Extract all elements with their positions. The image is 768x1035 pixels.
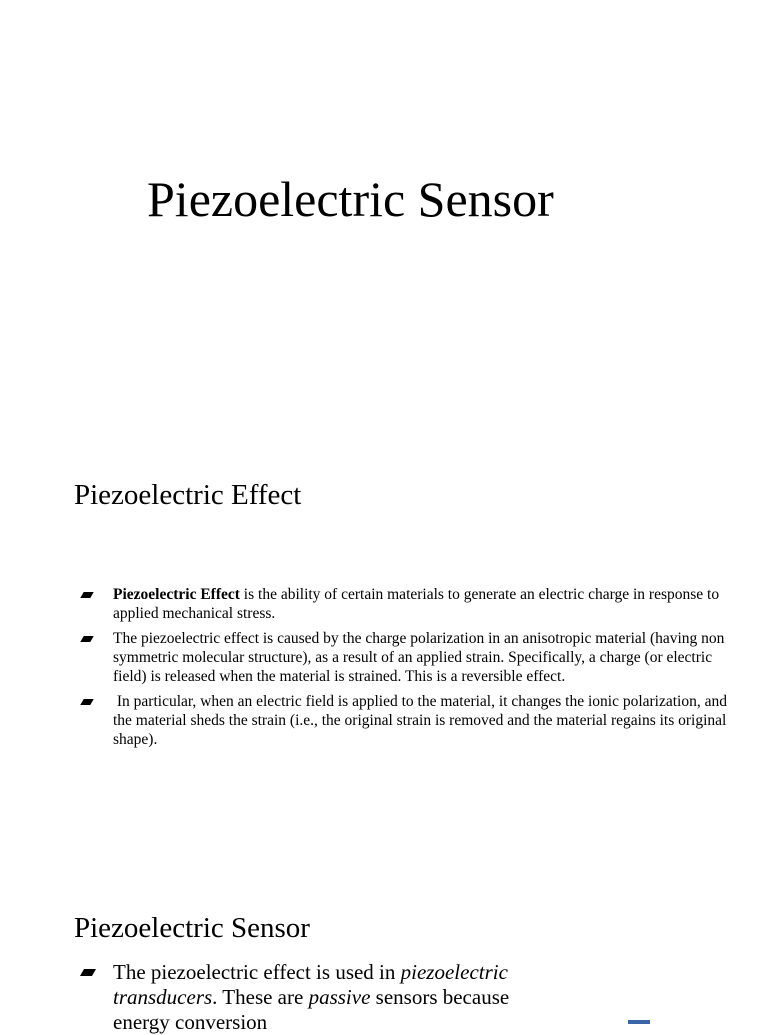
section-heading-effect: Piezoelectric Effect bbox=[74, 479, 302, 511]
bullet-text: . These are bbox=[212, 985, 309, 1009]
list-item bbox=[80, 629, 740, 686]
list-item bbox=[80, 692, 740, 749]
bullet-icon bbox=[80, 636, 93, 642]
bullet-icon bbox=[80, 969, 96, 976]
bullet-text: is the ability of certain materials to generate an electric charge in response to applied mechanical stress. bbox=[113, 586, 720, 622]
bullet-icon bbox=[80, 592, 93, 598]
list-item bbox=[80, 585, 740, 623]
page-title: Piezoelectric Sensor bbox=[147, 171, 554, 227]
section-heading-sensor: Piezoelectric Sensor bbox=[74, 912, 310, 944]
bullet-text: The piezoelectric effect is used in bbox=[113, 960, 401, 984]
effect-bullet-list bbox=[80, 585, 740, 755]
bullet-icon bbox=[80, 699, 93, 705]
bullet-text: The piezoelectric effect is caused by the charge polarization in an anisotropic material (having non symmetric molecular structure), as a result of an applied strain. Specifically, a charge (or electric field) is released when the material is strained. This is a reversible effect. bbox=[113, 630, 725, 685]
bold-term: Piezoelectric Effect bbox=[113, 586, 240, 603]
bullet-text: sensors because energy conversion bbox=[113, 985, 510, 1034]
italic-term: passive bbox=[308, 985, 371, 1009]
italic-term: piezoelectric transducers bbox=[113, 960, 508, 1009]
figure-fragment bbox=[628, 1020, 650, 1024]
bullet-text: In particular, when an electric field is applied to the material, it changes the ionic polarization, and the material sheds the strain (i.e., the original strain is removed and the material regains its original shape). bbox=[113, 693, 731, 748]
